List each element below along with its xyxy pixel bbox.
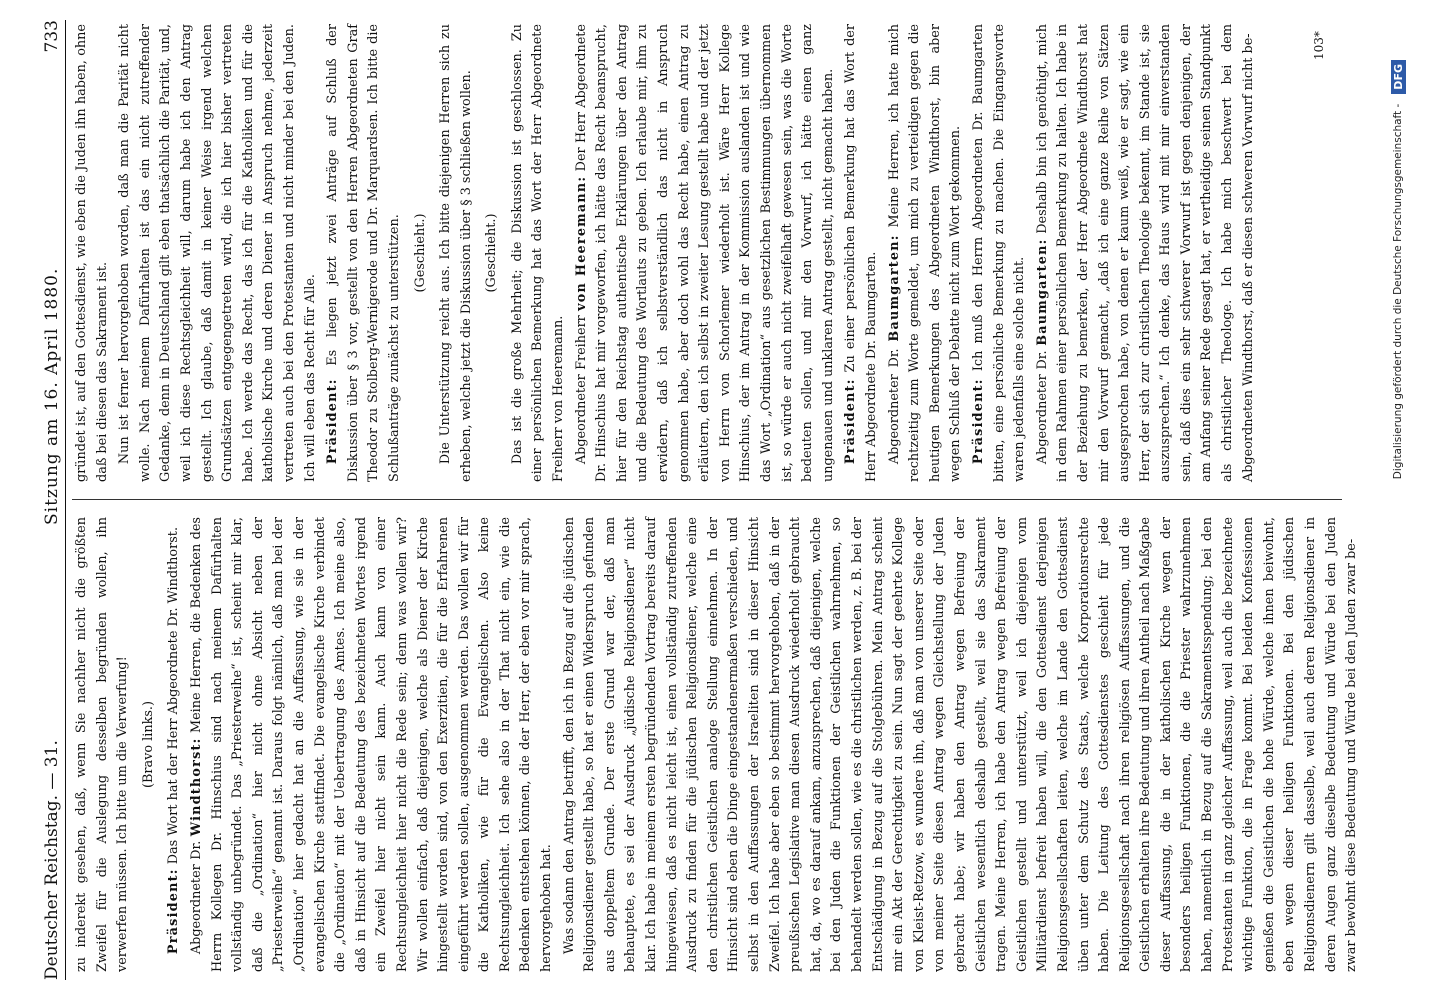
speaker-prefix: Abgeordneter Dr. bbox=[1034, 350, 1050, 465]
paragraph bbox=[841, 24, 882, 482]
right-column bbox=[72, 24, 1342, 482]
paragraph-text: Meine Herren, ich hatte mich rechtzeitig zum Worte gemeldet, um mich zu verteidigen gegen die heutigen Bemerkungen des Abgeordneten Windthorst, bin aber wegen Schluß der Debatte nicht zum Wort gekommen. bbox=[886, 24, 964, 482]
paragraph: Die Unterstützung reicht aus. Ich bitte diejenigen Herren sich zu erheben, welche jetzt die Diskussion über § 3 schließen wollen. bbox=[438, 24, 474, 482]
speaker-name: Präsident: bbox=[970, 378, 986, 465]
paragraph bbox=[969, 24, 1031, 482]
paragraph-text: Das Wort hat der Herr Abgeordnete Dr. Windthorst. bbox=[166, 526, 182, 865]
speaker-name: Windthorst: bbox=[188, 737, 204, 837]
paragraph: zu inderekt gesehen, daß, wenn Sie nachher nicht die größten Zweifel für die Auslegung desselben begründen wollen, ihn verwerfen müssen. Ich bitte um die Verwerfung! bbox=[74, 517, 131, 972]
stage-note: (Geschieht.) bbox=[484, 213, 500, 293]
paragraph-text: Es liegen jetzt zwei Anträge auf Schluß der Diskussion über § 3 vor, gestellt von den Herren Abgeordneten Graf Theodor zu Stolberg-Wernigerode und Dr. Marquardsen. Ich bitte die Schlußanträge zunächst zu unterstützen. bbox=[325, 24, 402, 482]
credit-text: Digitalisierung gefördert durch die Deutsche Forschungsgemeinschaft - bbox=[1392, 103, 1404, 480]
paragraph bbox=[164, 517, 185, 972]
speaker-prefix: Abgeordneter Dr. bbox=[188, 840, 204, 955]
paragraph bbox=[187, 517, 558, 972]
speaker-name: von Heeremann: bbox=[573, 175, 589, 311]
speaker-prefix: Abgeordneter Dr. bbox=[886, 348, 902, 465]
paragraph-text: Ich muß den Herrn Abgeordneten Dr. Baumgarten bitten, eine persönliche Bemerkung zu machen. Die Eingangsworte waren jedenfalls eine solche nicht. bbox=[970, 24, 1028, 482]
paragraph bbox=[1033, 24, 1260, 482]
paragraph-text: Meine Herren, die Bedenken des Herrn Kollegen Dr. Hinschius sind nach meinem Dafürhalten vollständig unbegründet. Das „Priesterweihe“ ist, scheint mir klar, daß die „Ordination“ hier nicht ohne Absicht neben der „Priesterweihe“ genannt ist. Daraus folgt nämlich, daß man bei der „Ordination“ hier gedacht hat an die Auffassung, wie sie in der evangelischen Kirche stattfindet. Die evangelische Kirche verbindet die „Ordination“ mit der Uebertragung des Amtes. Ich meine also, daß in Hinsicht auf die Bedeutung des bezeichneten Wortes irgend ein Zweifel hier nicht sein kann. Auch kann von einer Rechtsungleichheit hier nicht die Rede sein; denn was wollen wir? Wir wollen einfach, daß diejenigen, welche als Diener der Kirche hingestellt worden sind, von den Exerzitien, die für die Erfahrenen eingeführt werden sollen, ausgenommen werden. Das wollen wir für die Katholiken, wie für die Evangelischen. Also keine Rechtsungleichheit. Ich sehe also in der That nicht ein, wie die Bedenken entstehen können, die der Herr, der eben vor mir sprach, hervorgehoben hat. bbox=[188, 516, 555, 972]
speaker-name: Baumgarten: bbox=[886, 234, 902, 342]
dfg-logo: DFG bbox=[1391, 60, 1406, 94]
page-header bbox=[24, 20, 66, 980]
paragraph: Nun ist ferner hervorgehoben worden, daß man die Parität nicht wolle. Nach meinem Dafürhalten ist das ein nicht zutreffender Gedanke, denn in Deutschland gilt eben thatsächlich die Parität, und, weil ich diese Rechtsgleichheit will, darum habe ich den Antrag gestellt. Ich glaube, daß damit in keiner Weise irgend welchen Grundsätzen entgegengetreten wird, die ich hier bisher vertreten habe. Ich werde das Recht, das ich für die Katholiken und für die katholische Kirche und deren Diener in Anspruch nehme, jederzeit vertreten auch bei den Protestanten und nicht minder bei den Juden. Ich will eben das Recht für Alle. bbox=[117, 24, 318, 482]
left-column bbox=[72, 516, 1360, 972]
signature-mark: 103* bbox=[1312, 31, 1326, 60]
speaker-name: Präsident: bbox=[843, 378, 859, 465]
paragraph-text: Zu einer persönlichen Bemerkung hat das Wort der Herr Abgeordnete Dr. Baumgarten. bbox=[843, 24, 879, 482]
speaker-name: Präsident: bbox=[325, 378, 341, 465]
paragraph bbox=[572, 24, 840, 482]
speaker-name: Baumgarten: bbox=[1034, 238, 1050, 346]
speaker-prefix: Abgeordneter Freiherr bbox=[573, 315, 589, 465]
paragraph bbox=[323, 24, 405, 482]
column-divider bbox=[72, 499, 1342, 500]
paragraph: Was sodann den Antrag betrifft, den ich in Bezug auf die jüdischen Religionsdiener gestellt habe, so hat er einen Widerspruch gefunden aus doppeltem Grunde. Der erste Grund war der, daß man behauptete, es sei der Ausdruck „jüdische Religionsdiener“ nicht klar. Ich habe in meinem ersten begründenden Vortrag bereits darauf hingewiesen, daß es nicht leicht ist, einen vollständig zutreffenden Ausdruck zu finden für die jüdischen Religionsdiener, welche eine den christlichen Geistlichen analoge Stellung einnehmen. In der Hinsicht sind eben die Dinge eingestandenermaßen verschieden, und selbst in den Auffassungen der Israeliten sind in dieser Hinsicht Zweifel. Ich habe aber eben so bestimmt hervorgehoben, daß in der preußischen Legislative man diesen Ausdruck wiederholt gebraucht hat, da, wo es darauf ankam, anzusprechen, daß diejenigen, welche bei den Juden die Funktionen der Geistlichen wahrnehmen, so behandelt werden sollen, wie es die christlichen werden, z. B. bei der Entschädigung in Bezug auf die Stolgebühren. Mein Antrag scheint mir ein Akt der Gerechtigkeit zu sein. Nun sagt der geehrte Kollege von Kleist-Retzow, es wundere ihn, daß man von unserer Seite oder von meiner Seite diesen Antrag wegen Gleichstellung der Juden gebracht habe; wir haben den Antrag wegen Befreiung der Geistlichen wesentlich deshalb gestellt, weil sie das Sakrament tragen. Meine Herren, ich habe den Antrag wegen Befreiung der Geistlichen gestellt und unterstützt, weil ich diejenigen vom Militärdienst befreit haben will, die den Gottesdienst derjenigen Religionsgesellschaften leiten, welche im Lande den Gottesdienst üben unter dem Schutz des Staats, welche Korporationsrechte haben. Die Leitung des Gottesdienstes geschieht für jede Religionsgesellschaft nach ihren religiösen Auffassungen, und die Geistlichen erhalten ihre Bedeutung und ihren Antheil nach Maßgabe dieser Auffassung, die in der katholischen Kirche wegen der besonders heiligen Funktionen, die die Priester wahrzunehmen haben, namentlich in Bezug auf die Sakramentsspendung; bei den Protestanten in ganz gleicher Auffassung, weil auch die bezeichnete wichtige Funktion, die in Frage kommt. Bei beiden Konfessionen genießen die Geistlichen die hohe Würde, welche ihnen beiwohnt, eben wegen dieser heiligen Funktionen. Bei den jüdischen Religionsdienern gilt dasselbe, weil auch deren Religionsdiener in deren Augen ganz dieselbe Bedeutung und Würde bei den Juden zwar bewohnt diese Bedeutung und Würde bei den Juden zwar be- bbox=[561, 517, 1360, 972]
stage-note: (Geschieht.) bbox=[412, 213, 428, 293]
paragraph: Das ist die große Mehrheit; die Diskussion ist geschlossen. Zu einer persönlichen Bemerkung hat das Wort der Herr Abgeordnete Freiherr von Heeremann. bbox=[509, 24, 567, 482]
paragraph-text: Der Herr Abgeordnete Dr. Hinschius hat mir vorgeworfen, ich hätte das Recht beansprucht, hier für den Reichstag authentische Erklärungen über den Antrag und die Bedeutung des Wortlauts zu geben. Ich erlaube mir, ihm zu erwidern, daß ich selbstverständlich das nicht in Anspruch genommen habe, aber doch wohl das Recht habe, einen Antrag zu erläutern, den ich selbst in zweiter Lesung gestellt habe und der jetzt von Herrn von Schorlemer wiederholt ist. Wäre Herr Kollege Hinschius, der im Antrag in der Kommission auslanden ist und wie das Wort „Ordination“ aus gesetzlichen Bestimmungen übernommen ist, so würde er auch nicht zweifelhaft gewesen sein, was die Worte bedeuten sollen, und mir den Vorwurf, ich hätte einen ganz ungenauen und unklaren Antrag gestellt, nicht gemacht haben. bbox=[573, 24, 836, 482]
applause-note: (Bravo links.) bbox=[140, 701, 156, 788]
speaker-name: Präsident: bbox=[166, 868, 182, 955]
digitization-credit bbox=[1378, 60, 1418, 940]
paragraph bbox=[885, 24, 967, 482]
header-left: Deutscher Reichstag. — 31. bbox=[42, 740, 62, 980]
paragraph: gründet ist, auf den Gottesdienst, wie eben die Juden ihn haben, ohne daß bei diesen das Sakrament ist. bbox=[74, 24, 110, 482]
page-number: 733 bbox=[42, 20, 62, 53]
paragraph-text: Deshalb bin ich genöthigt, mich in dem Rahmen einer persönlichen Bemerkung zu halten. Ich habe in der Beziehung zu bemerken, der Herr Abgeordnete Windthorst hat mir den Vorwurf gemacht, „daß ich eine ganze Reihe von Sätzen ausgesprochen habe, von denen er kaum weiß, wie er sagt, wie ein Herr, der sich zur christlichen Theologie bekennt, im Stande ist, sie auszusprechen.“ Ich denke, das Haus wird mit mir einverstanden sein, daß dies ein sehr schwerer Vorwurf ist gegen denjenigen, der am Anfang seiner Rede gesagt hat, er vertheidige seinen Standpunkt als christlicher Theologe. Ich habe mich beschwert bei dem Abgeordneten Windthorst, daß er diesen schweren Vorwurf nicht be- bbox=[1034, 24, 1256, 482]
header-center: Sitzung am 16. April 1880. bbox=[42, 267, 62, 525]
